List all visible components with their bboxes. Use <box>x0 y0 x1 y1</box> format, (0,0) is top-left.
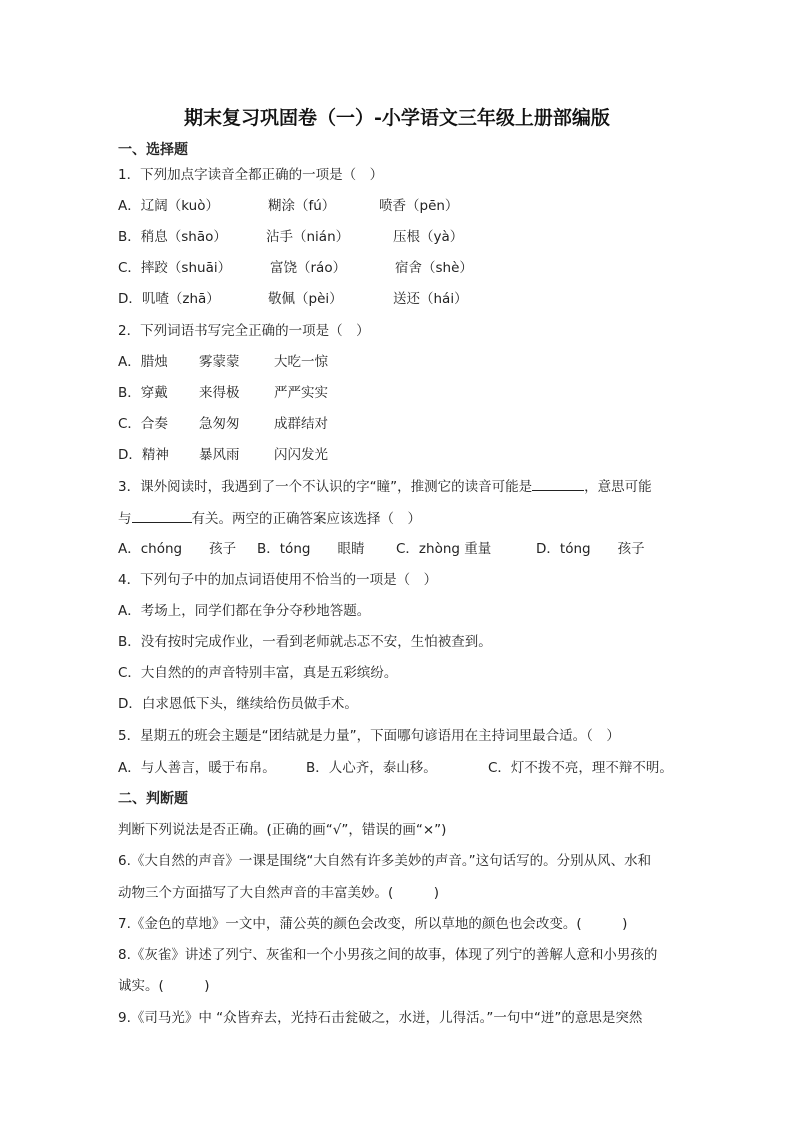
q3-option-c: C．zhòng 重量 <box>396 541 492 557</box>
question-7: 7.《金色的草地》一文中，蒲公英的颜色会改变，所以草地的颜色也会改变。( ) <box>118 916 628 932</box>
judge-instructions: 判断下列说法是否正确。(正确的画“√”，错误的画“×”) <box>118 822 447 838</box>
page-title: 期末复习巩固卷（一）-小学语文三年级上册部编版 <box>184 107 610 129</box>
section-heading-choice: 一、选择题 <box>118 142 188 158</box>
q5-option-c: C．灯不拨不亮，理不辩不明。 <box>488 760 673 776</box>
q1-option-d-1: D．叽喳（zhā） <box>118 291 220 307</box>
question-6-line1: 6.《大自然的声音》一课是围绕“大自然有许多美妙的声音。”这句话写的。分别从风、水和 <box>118 853 652 869</box>
q3-blank-1 <box>532 477 584 491</box>
q1-option-a-3: 喷香（pēn） <box>379 198 459 214</box>
q2-option-b-1: B．穿戴 <box>118 385 168 401</box>
q1-option-d-3: 送还（hái） <box>393 291 468 307</box>
q2-option-d-2: 暴风雨 <box>199 447 240 463</box>
q2-option-a-3: 大吃一惊 <box>274 354 328 370</box>
q2-option-c-3: 成群结对 <box>274 416 328 432</box>
q2-option-a-1: A．腊烛 <box>118 354 168 370</box>
q3-option-b: B．tóng 眼睛 <box>257 541 365 557</box>
q3-option-d: D．tóng 孩子 <box>536 541 645 557</box>
q1-option-d-2: 敬佩（pèi） <box>268 291 343 307</box>
q3-blank-2 <box>132 509 192 523</box>
q5-option-a: A．与人善言，暖于布帛。 <box>118 760 276 776</box>
q2-option-d-1: D．精神 <box>118 447 169 463</box>
q4-option-a: A．考场上，同学们都在争分夺秒地答题。 <box>118 603 371 619</box>
q1-option-b-1: B．稍息（shāo） <box>118 229 227 245</box>
question-4-stem: 4．下列句子中的加点词语使用不恰当的一项是（ ） <box>118 572 438 588</box>
q1-option-b-3: 压根（yà） <box>393 229 464 245</box>
q4-option-c: C．大自然的的声音特别丰富，真是五彩缤纷。 <box>118 665 398 681</box>
q3-text-c: 与 <box>118 511 132 527</box>
question-5-stem: 5．星期五的班会主题是“团结就是力量”，下面哪句谚语用在主持词里最合适。（ ） <box>118 728 620 744</box>
q1-option-a-1: A．辽阔（kuò） <box>118 198 219 214</box>
q4-option-b: B．没有按时完成作业，一看到老师就忐忑不安，生怕被查到。 <box>118 634 492 650</box>
question-6-line2: 动物三个方面描写了大自然声音的丰富美妙。( ) <box>118 885 440 901</box>
q2-option-a-2: 雾蒙蒙 <box>199 354 240 370</box>
question-8-line1: 8.《灰雀》讲述了列宁、灰雀和一个小男孩之间的故事，体现了列宁的善解人意和小男孩的 <box>118 947 658 963</box>
q3-text-a: 3．课外阅读时，我遇到了一个不认识的字“瞳”，推测它的读音可能是 <box>118 479 533 495</box>
question-3-stem-line1 <box>118 477 652 496</box>
q1-option-c-2: 富饶（ráo） <box>270 260 347 276</box>
q2-option-b-3: 严严实实 <box>274 385 328 401</box>
question-1-stem: 1．下列加点字读音全都正确的一项是（ ） <box>118 167 384 183</box>
q1-option-b-2: 沾手（nián） <box>266 229 350 245</box>
question-9: 9.《司马光》中 “众皆弃去，光持石击瓮破之，水迸，儿得活。”一句中“迸”的意思是突然 <box>118 1010 643 1026</box>
q2-option-b-2: 来得极 <box>199 385 240 401</box>
q2-option-c-1: C．合奏 <box>118 416 168 432</box>
q4-option-d: D．白求恩低下头，继续给伤员做手术。 <box>118 696 358 712</box>
q2-option-c-2: 急匆匆 <box>199 416 240 432</box>
question-8-line2: 诚实。( ) <box>118 978 210 994</box>
q3-text-b: ，意思可能 <box>584 479 652 495</box>
q5-option-b: B．人心齐，泰山移。 <box>306 760 437 776</box>
q1-option-c-1: C．摔跤（shuāi） <box>118 260 232 276</box>
question-3-stem-line2 <box>118 509 421 528</box>
q3-option-a: A．chóng 孩子 <box>118 541 237 557</box>
q3-text-d: 有关。两空的正确答案应该选择（ ） <box>191 511 421 527</box>
q1-option-a-2: 糊涂（fú） <box>268 198 336 214</box>
section-heading-judge: 二、判断题 <box>118 791 188 807</box>
q2-option-d-3: 闪闪发光 <box>274 447 328 463</box>
q1-option-c-3: 宿舍（shè） <box>395 260 473 276</box>
question-2-stem: 2．下列词语书写完全正确的一项是（ ） <box>118 323 370 339</box>
